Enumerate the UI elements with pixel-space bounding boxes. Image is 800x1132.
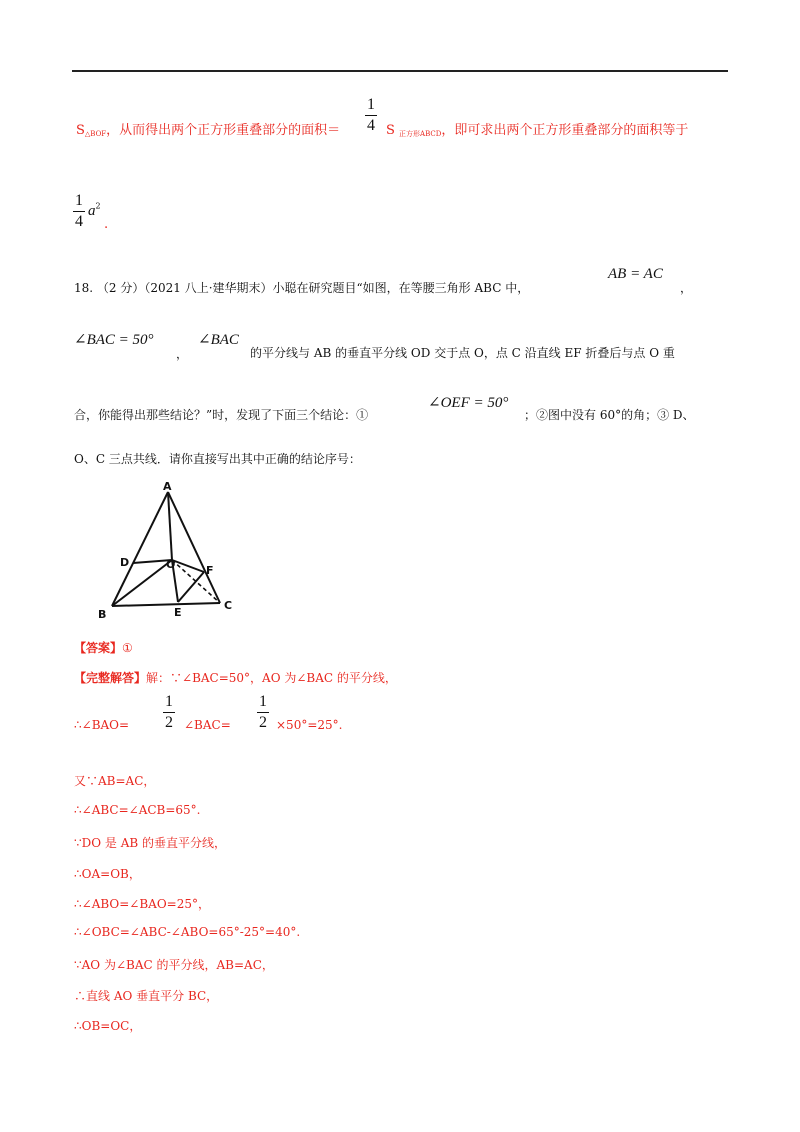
triangle-figure xyxy=(94,478,246,620)
header-rule xyxy=(72,70,728,72)
solution-line2-c: ×50°=25°. xyxy=(276,718,343,732)
question-line3a: 合，你能得出那些结论？”时，发现了下面三个结论：① xyxy=(74,408,369,422)
question-points: （2 分） xyxy=(96,281,145,295)
label-d: D xyxy=(120,556,130,569)
prev-s1-sub: △BOF xyxy=(84,130,107,138)
label-c: C xyxy=(224,599,233,612)
half1-den: 2 xyxy=(165,714,173,731)
solution-step: 又∵AB=AC， xyxy=(74,774,156,788)
comma: ， xyxy=(176,347,189,361)
solution-step: ∴∠OBC=∠ABC-∠ABO=65°-25°=40°. xyxy=(74,925,301,939)
question-line1: 小聪在研究题目“如图，在等腰三角形 ABC 中， xyxy=(272,281,530,295)
prev-fraction-1 xyxy=(364,95,378,136)
edge-ab xyxy=(112,492,168,606)
math-angle-bac-2: ∠BAC xyxy=(198,332,239,348)
prev-s2: S xyxy=(386,123,395,138)
bisector-ao xyxy=(168,492,172,560)
comma: ， xyxy=(680,281,693,295)
solution-step: ∵AO 为∠BAC 的平分线，AB=AC， xyxy=(74,958,274,972)
question-source: （2021 八上·建华期末） xyxy=(144,281,273,295)
segment-of xyxy=(172,560,204,572)
half-fraction-1 xyxy=(162,692,176,733)
half-fraction-2 xyxy=(256,692,270,733)
label-f: F xyxy=(206,564,214,577)
q18-line1 xyxy=(74,279,529,296)
fold-line-ef xyxy=(178,572,204,602)
answer-tag: 【答案】 xyxy=(74,641,123,655)
triangle-diagram xyxy=(94,478,246,620)
solution-step: ∵DO 是 AB 的垂直平分线， xyxy=(74,836,227,850)
question-number: 18. xyxy=(74,281,94,295)
prev-frac1-den: 4 xyxy=(367,117,375,134)
prev-var-exp: 2 xyxy=(95,201,101,211)
solution-step: ∴∠ABO=∠BAO=25°， xyxy=(74,897,210,911)
prev-text1: ，从而得出两个正方形重叠部分的面积＝ xyxy=(106,123,341,138)
half2-den: 2 xyxy=(259,714,267,731)
math-ab-eq-ac: AB = AC xyxy=(608,266,663,282)
solution-line2-a: ∴∠BAO= xyxy=(74,718,130,732)
prev-var xyxy=(88,200,101,220)
prev-line1-right xyxy=(386,119,688,139)
label-a: A xyxy=(163,480,172,493)
half2-num: 1 xyxy=(259,693,267,710)
math-angle-bac: ∠BAC = 50° xyxy=(74,332,154,348)
label-o: O xyxy=(166,558,176,571)
math-angle-oef: ∠OEF = 50° xyxy=(428,395,509,411)
prev-var-a: a xyxy=(88,203,96,219)
question-line2: 的平分线与 AB 的垂直平分线 OD 交于点 O，点 C 沿直线 EF 折叠后与点 O 重 xyxy=(250,346,675,360)
edge-bc xyxy=(112,603,220,606)
prev-period: . xyxy=(104,217,109,232)
prev-s1: S xyxy=(76,123,85,138)
prev-text2: ，即可求出两个正方形重叠部分的面积等于 xyxy=(441,123,689,138)
prev-line1-left xyxy=(76,119,340,138)
solution-step: ∴OB=OC， xyxy=(74,1019,142,1033)
answer-value: ① xyxy=(122,641,133,655)
solution-line1 xyxy=(74,669,397,686)
prev-fraction-2 xyxy=(72,191,86,232)
half1-num: 1 xyxy=(165,693,173,710)
solution-step: ∴直线 AO 垂直平分 BC， xyxy=(74,989,219,1003)
prev-s2-sub: 正方形ABCD xyxy=(399,130,442,138)
solution-line2-b: ∠BAC= xyxy=(184,718,231,732)
prev-frac2-num: 1 xyxy=(75,192,83,209)
label-e: E xyxy=(174,606,182,619)
solution-step: ∴∠ABC=∠ACB=65°. xyxy=(74,803,201,817)
question-line4: O、C 三点共线．请你直接写出其中正确的结论序号： xyxy=(74,452,361,466)
answer-line xyxy=(74,639,133,656)
prev-frac1-num: 1 xyxy=(367,96,375,113)
question-line3b: ；②图中没有 60°的角；③ D、 xyxy=(524,408,695,422)
prev-frac2-den: 4 xyxy=(75,213,83,230)
solution-step: ∴OA=OB， xyxy=(74,867,141,881)
label-b: B xyxy=(98,608,107,620)
solution-text1: 解：∵∠BAC=50°，AO 为∠BAC 的平分线， xyxy=(146,671,397,685)
solution-tag: 【完整解答】 xyxy=(74,671,147,685)
